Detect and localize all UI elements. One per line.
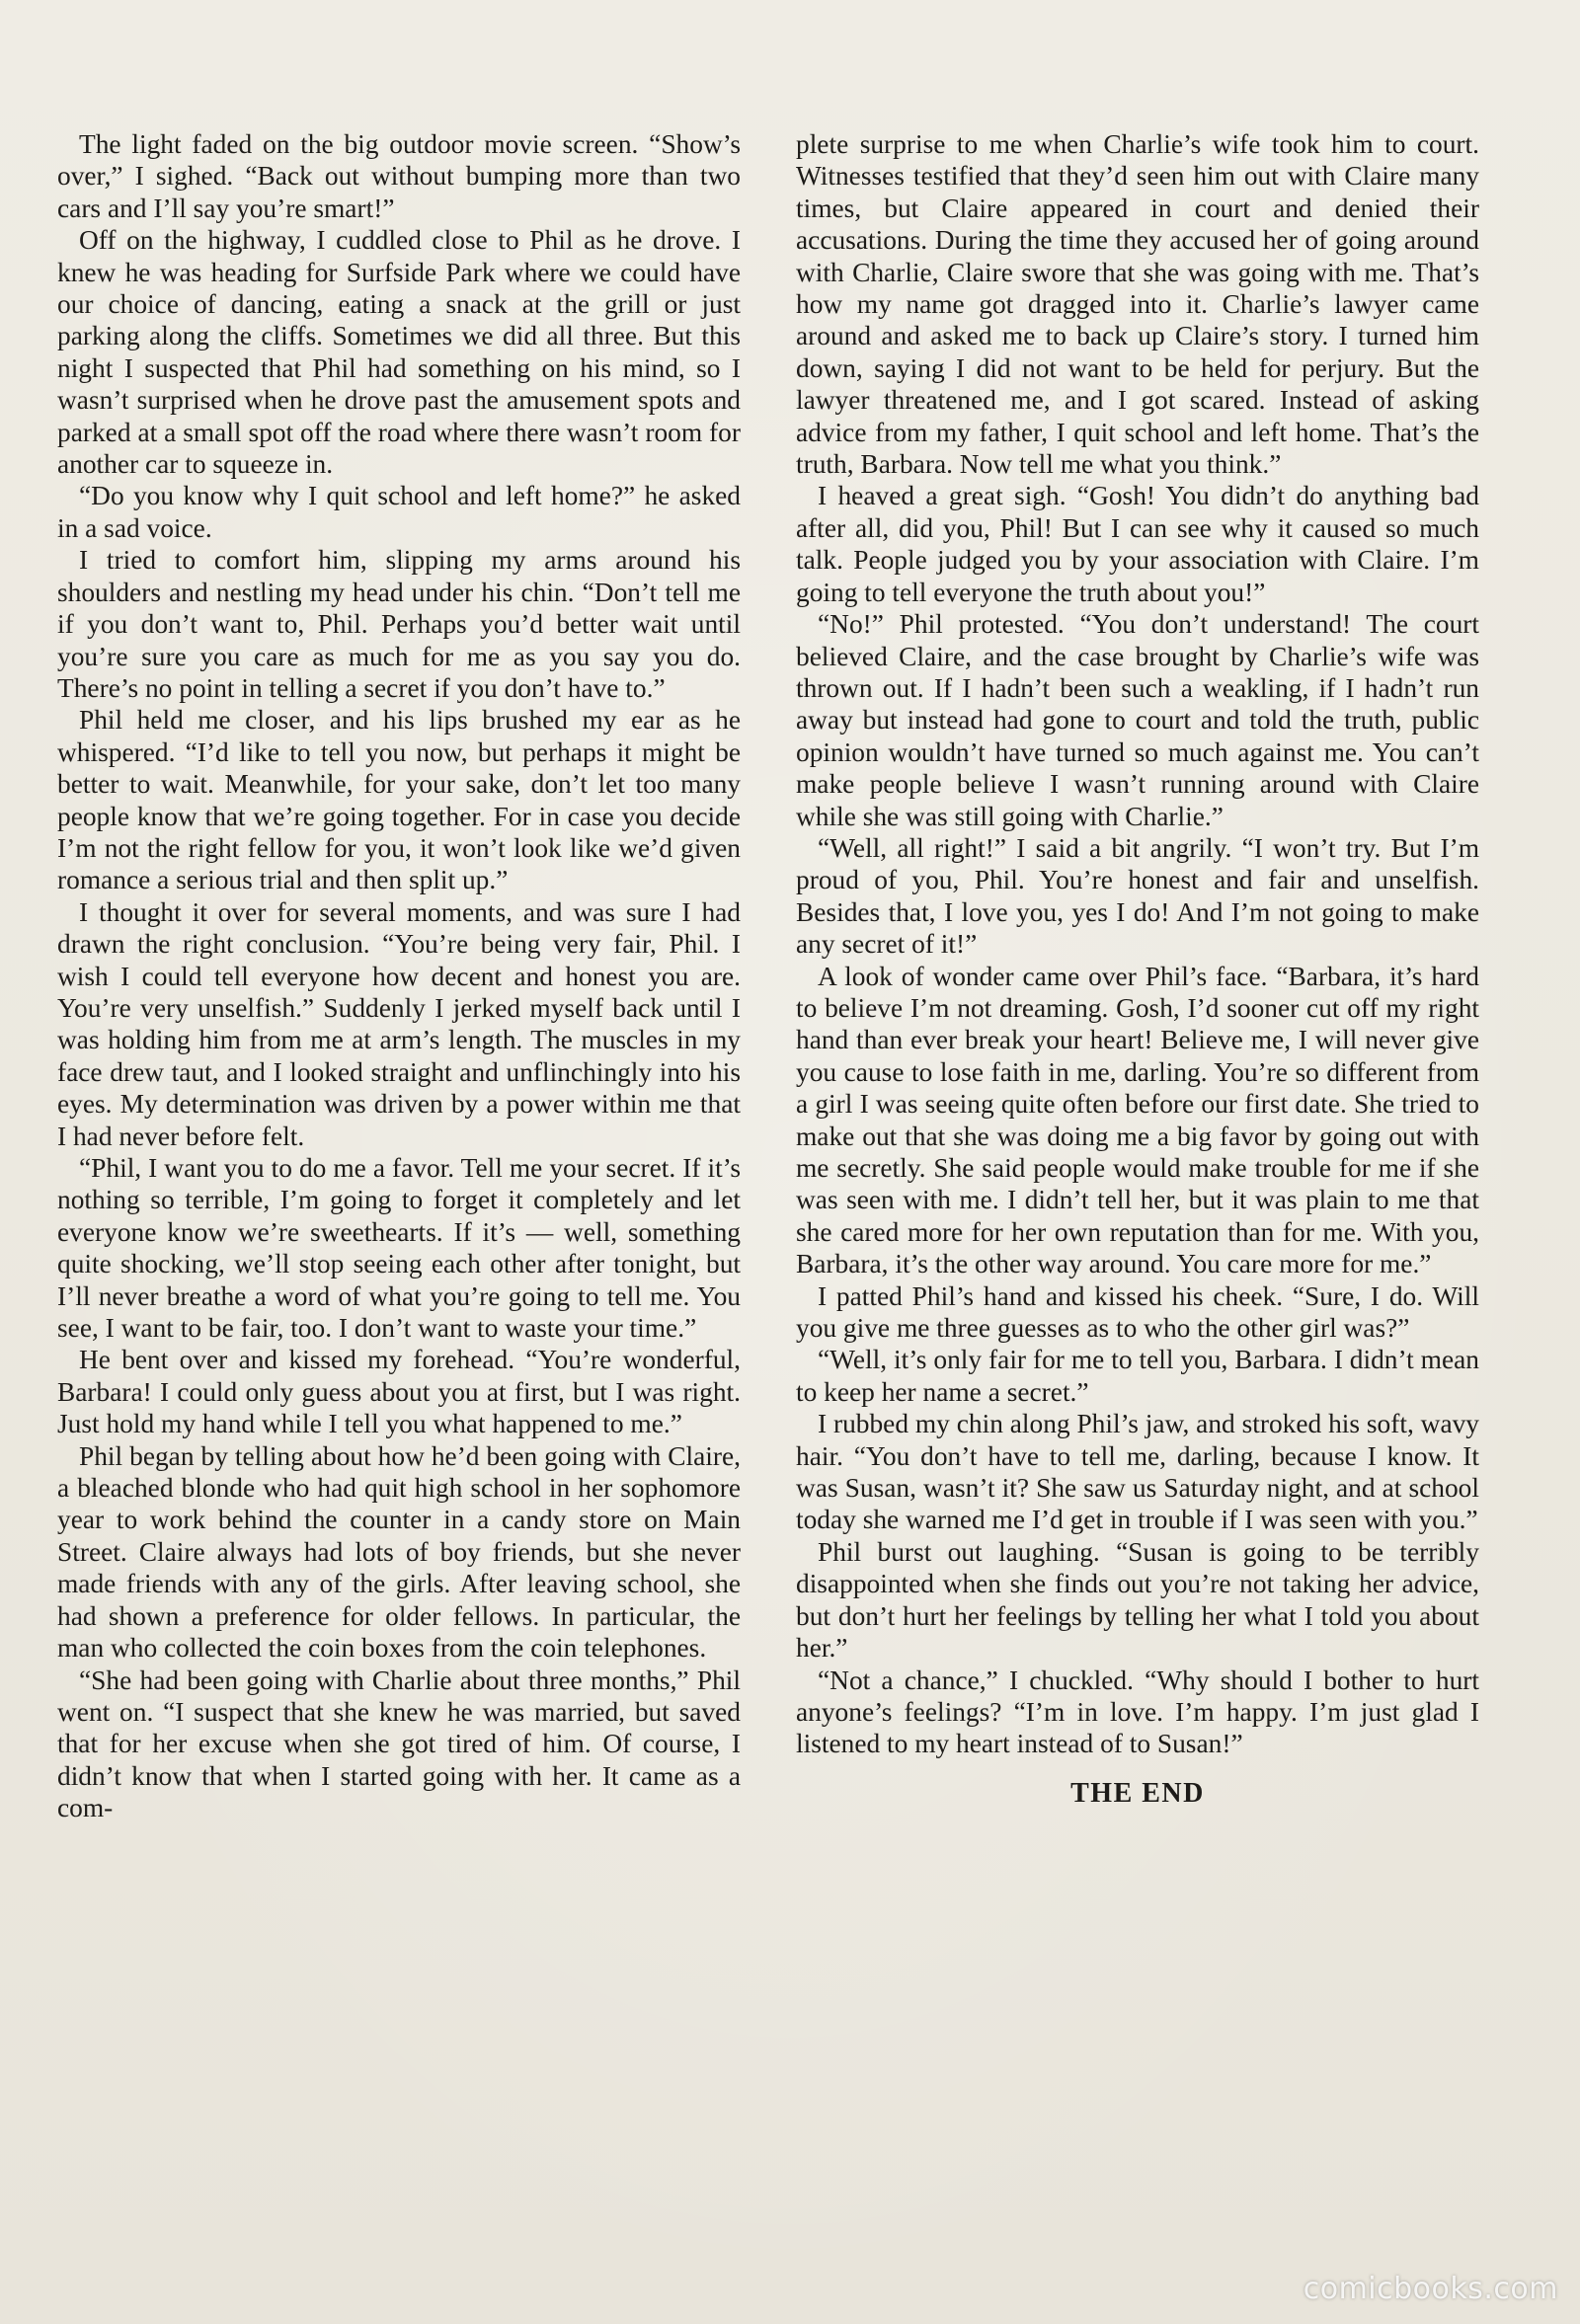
- right-text-column: [796, 128, 1479, 2241]
- paragraph: I thought it over for several moments, and was sure I had drawn the right conclusion. “You’re being very fair, Phil. I wish I could tell everyone how decent and honest you are. You’re very unselfish.” Suddenly I jerked myself back until I was holding him from me at arm’s length. The muscles in my face drew taut, and I looked straight and unflinchingly into his eyes. My determination was driven by a power within me that I had never before felt.: [57, 896, 741, 1151]
- paragraph: “She had been going with Charlie about three months,” Phil went on. “I suspect that she knew he was married, but saved that for her excuse when she got tired of him. Of course, I didn’t know that when I started going with her. It came as a com-: [57, 1665, 741, 1823]
- paragraph: He bent over and kissed my forehead. “You’re wonderful, Barbara! I could only guess about you at first, but I was right. Just hold my hand while I tell you what happened to me.”: [57, 1345, 741, 1439]
- paragraph: “No!” Phil protested. “You don’t understand! The court believed Claire, and the case brought by Charlie’s wife was thrown out. If I hadn’t been such a weakling, if I hadn’t run away but instead had gone to court and told the truth, public opinion wouldn’t have turned so much against me. You can’t make people believe I wasn’t running around with Claire while she was still going with Charlie.”: [796, 609, 1479, 831]
- paragraph: The light faded on the big outdoor movie screen. “Show’s over,” I sighed. “Back out without bumping more than two cars and I’ll say you’re smart!”: [57, 129, 741, 223]
- paragraph: Phil burst out laughing. “Susan is going to be terribly disappointed when she finds out you’re not taking her advice, but don’t hurt her feelings by telling her what I told you about her.”: [796, 1536, 1479, 1664]
- paragraph: “Phil, I want you to do me a favor. Tell me your secret. If it’s nothing so terrible, I’m going to forget it completely and let everyone know we’re sweethearts. If it’s — well, something quite shocking, we’ll stop seeing each other after tonight, but I’ll never breathe a word of what you’re going to tell me. You see, I want to be fair, too. I don’t want to waste your time.”: [57, 1153, 741, 1344]
- paragraph: I patted Phil’s hand and kissed his cheek. “Sure, I do. Will you give me three guesses as to who the other girl was?”: [796, 1280, 1479, 1344]
- paragraph: I tried to comfort him, slipping my arms around his shoulders and nestling my head under his chin. “Don’t tell me if you don’t want to, Phil. Perhaps you’d better wait until you’re sure you care as much for me as you say you do. There’s no point in telling a secret if you don’t have to.”: [57, 545, 741, 703]
- paragraph: I rubbed my chin along Phil’s jaw, and stroked his soft, wavy hair. “You don’t have to tell me, darling, because I know. It was Susan, wasn’t it? She saw us Saturday night, and at school today she warned me I’d get in trouble if I was seen with you.”: [796, 1409, 1479, 1535]
- paragraph: A look of wonder came over Phil’s face. “Barbara, it’s hard to believe I’m not dreaming. Gosh, I’d sooner cut off my right hand than ever break your heart! Believe me, I will never give you cause to lose faith in me, darling. You’re so different from a girl I was seeing quite often before our first date. She tried to make out that she was doing me a big favor by going out with me secretly. She said people would make trouble for me if she was seen with me. I didn’t tell her, but it was plain to me that she cared more for her own reputation than for me. With you, Barbara, it’s the other way around. You care more for me.”: [796, 961, 1479, 1279]
- the-end-label: THE END: [1070, 1777, 1205, 1809]
- paragraph-continued: plete surprise to me when Charlie’s wife took him to court. Witnesses testified that they’d seen him out with Claire many times, but Claire appeared in court and denied their accusations. During the time they accused her of going around with Charlie, Claire swore that she was going with me. That’s how my name got dragged into it. Charlie’s lawyer came around and asked me to back up Claire’s story. I turned him down, saying I did not want to be held for perjury. But the lawyer threatened me, and I got scared. Instead of asking advice from my father, I quit school and left home. That’s the truth, Barbara. Now tell me what you think.”: [796, 129, 1479, 480]
- watermark: comicbooks.com: [1303, 2272, 1558, 2306]
- paragraph: I heaved a great sigh. “Gosh! You didn’t do anything bad after all, did you, Phil! But I can see why it caused so much talk. People judged you by your association with Claire. I’m going to tell everyone the truth about you!”: [796, 481, 1479, 607]
- paragraph: Phil began by telling about how he’d been going with Claire, a bleached blonde who had quit high school in her sophomore year to work behind the counter in a candy store on Main Street. Claire always had lots of boy friends, but she never made friends with any of the girls. After leaving school, she had shown a preference for older fellows. In particular, the man who collected the coin boxes from the coin telephones.: [57, 1440, 741, 1664]
- paragraph: “Well, it’s only fair for me to tell you, Barbara. I didn’t mean to keep her name a secret.”: [796, 1345, 1479, 1407]
- left-text-column: [57, 128, 741, 2241]
- paragraph: Phil held me closer, and his lips brushed my ear as he whispered. “I’d like to tell you now, but perhaps it might be better to wait. Meanwhile, for your sake, don’t let too many people know that we’re going together. For in case you decide I’m not the right fellow for you, it won’t look like we’d given romance a serious trial and then split up.”: [57, 705, 741, 895]
- paragraph: “Not a chance,” I chuckled. “Why should I bother to hurt anyone’s feelings? “I’m in love. I’m happy. I’m just glad I listened to my heart instead of to Susan!”: [796, 1665, 1479, 1759]
- paragraph: Off on the highway, I cuddled close to Phil as he drove. I knew he was heading for Surfside Park where we could have our choice of dancing, eating a snack at the grill or just parking along the cliffs. Sometimes we did all three. But this night I suspected that Phil had something on his mind, so I wasn’t surprised when he drove past the amusement spots and parked at a small spot off the road where there wasn’t room for another car to squeeze in.: [57, 225, 741, 480]
- paragraph: “Do you know why I quit school and left home?” he asked in a sad voice.: [57, 481, 741, 543]
- paragraph: “Well, all right!” I said a bit angrily. “I won’t try. But I’m proud of you, Phil. You’re honest and fair and unselfish. Besides that, I love you, yes I do! And I’m not going to make any secret of it!”: [796, 832, 1479, 960]
